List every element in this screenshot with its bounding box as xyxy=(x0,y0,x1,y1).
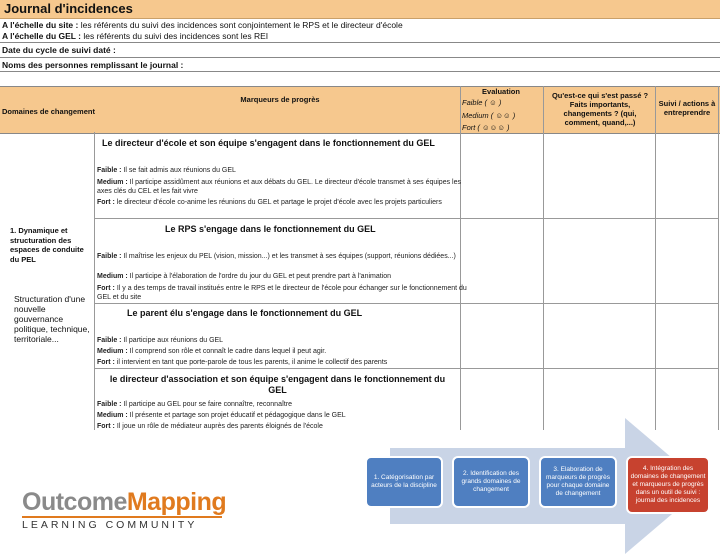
marker-row: Fort : il intervient en tant que porte-parole de tous les parents, il anime le collectif des parents xyxy=(97,359,388,366)
process-step-4: 4. Intégration des domaines de changement et marqueurs de progrès dans un outil de suivi : journal des incidences xyxy=(626,456,710,514)
marker-row: Fort : Il joue un rôle de médiateur auprès des parents éloignés de l'école xyxy=(97,423,323,430)
col-suivi: Suivi / actions à entreprendre xyxy=(658,99,716,117)
section-title: le directeur d'association et son équipe s'engagent dans le fonctionnement du GEL xyxy=(109,374,446,395)
marker-row: Faible : Il maîtrise les enjeux du PEL (vision, mission...) et les transmet à ses équipes (support, réunions dédiées...) xyxy=(97,253,456,260)
info-line-site: A l'échelle du site : les référents du suivi des incidences sont conjointement le RPS et le directeur d'école xyxy=(2,20,403,30)
logo-rule xyxy=(22,516,222,518)
col-marqueurs: Marqueurs de progrès xyxy=(240,95,320,104)
section-title: Le directeur d'école et son équipe s'engagent dans le fonctionnement du GEL xyxy=(102,138,435,148)
col-evaluation: Evaluation xyxy=(482,87,520,96)
title-bar xyxy=(0,0,720,19)
logo-subtitle: LEARNING COMMUNITY xyxy=(22,519,198,531)
process-step-1: 1. Catégorisation par acteurs de la discipline xyxy=(365,456,443,508)
process-step-3: 3. Elaboration de marqueurs de progrès pour chaque domaine de changement xyxy=(539,456,617,508)
outcome-mapping-logo xyxy=(22,488,226,531)
col-domaines: Domaines de changement xyxy=(2,107,95,116)
marker-row: Fort : le directeur d'école co-anime les réunions du GEL et partage le projet d'école avec les projets particuliers xyxy=(97,199,442,206)
section-title: Le RPS s'engage dans le fonctionnement du GEL xyxy=(165,224,376,234)
domain-subtitle: Structuration d'une nouvelle gouvernance politique, technique, territoriale... xyxy=(14,294,90,344)
process-diagram xyxy=(360,418,720,540)
eval-fort: Fort ( ☺☺☺ ) xyxy=(462,123,510,132)
info-line-date: Date du cycle de suivi daté : xyxy=(2,45,116,55)
marker-row: Faible : Il se fait admis aux réunions du GEL xyxy=(97,167,236,174)
table-header xyxy=(0,86,720,134)
logo-part-outcome: Outcome xyxy=(22,488,127,516)
marker-row: Faible : Il participe au GEL pour se faire connaître, reconnaître xyxy=(97,401,293,408)
eval-faible: Faible ( ☺ ) xyxy=(462,98,502,107)
info-line-gel: A l'échelle du GEL : les référents du suivi des incidences sont les REI xyxy=(2,31,269,41)
journal-title: Journal d'incidences xyxy=(4,1,133,16)
marker-row: Medium : Il comprend son rôle et connaît le cadre dans lequel il peut agir. xyxy=(97,348,327,355)
info-line-names: Noms des personnes remplissant le journal : xyxy=(2,60,184,70)
section-title: Le parent élu s'engage dans le fonctionnement du GEL xyxy=(127,308,363,318)
marker-row: Medium : Il participe assidûment aux réunions et aux débats du GEL. Le directeur d'école transmet à ses équipes les axes clés du CEL et les fait vivre xyxy=(97,179,461,195)
logo-part-mapping: Mapping xyxy=(126,488,227,516)
marker-row: Medium : Il participe à l'élaboration de l'ordre du jour du GEL et peut prendre part à l'animation xyxy=(97,273,392,280)
marker-row: Fort : Il y a des temps de travail institués entre le RPS et le directeur de l'école pour échanger sur le fonctionnement du GEL et du site xyxy=(97,285,467,301)
eval-medium: Medium ( ☺☺ ) xyxy=(462,111,516,120)
process-step-2: 2. Identification des grands domaines de changement xyxy=(452,456,530,508)
domain-title: 1. Dynamique et structuration des espaces de conduite du PEL xyxy=(10,226,84,264)
marker-row: Faible : Il participe aux réunions du GEL xyxy=(97,337,224,344)
col-quest: Qu'est-ce qui s'est passé ? Faits importants, changements ? (qui, comment, quand,...) xyxy=(551,91,649,127)
marker-row: Medium : Il présente et partage son projet éducatif et pédagogique dans le GEL xyxy=(97,412,346,419)
